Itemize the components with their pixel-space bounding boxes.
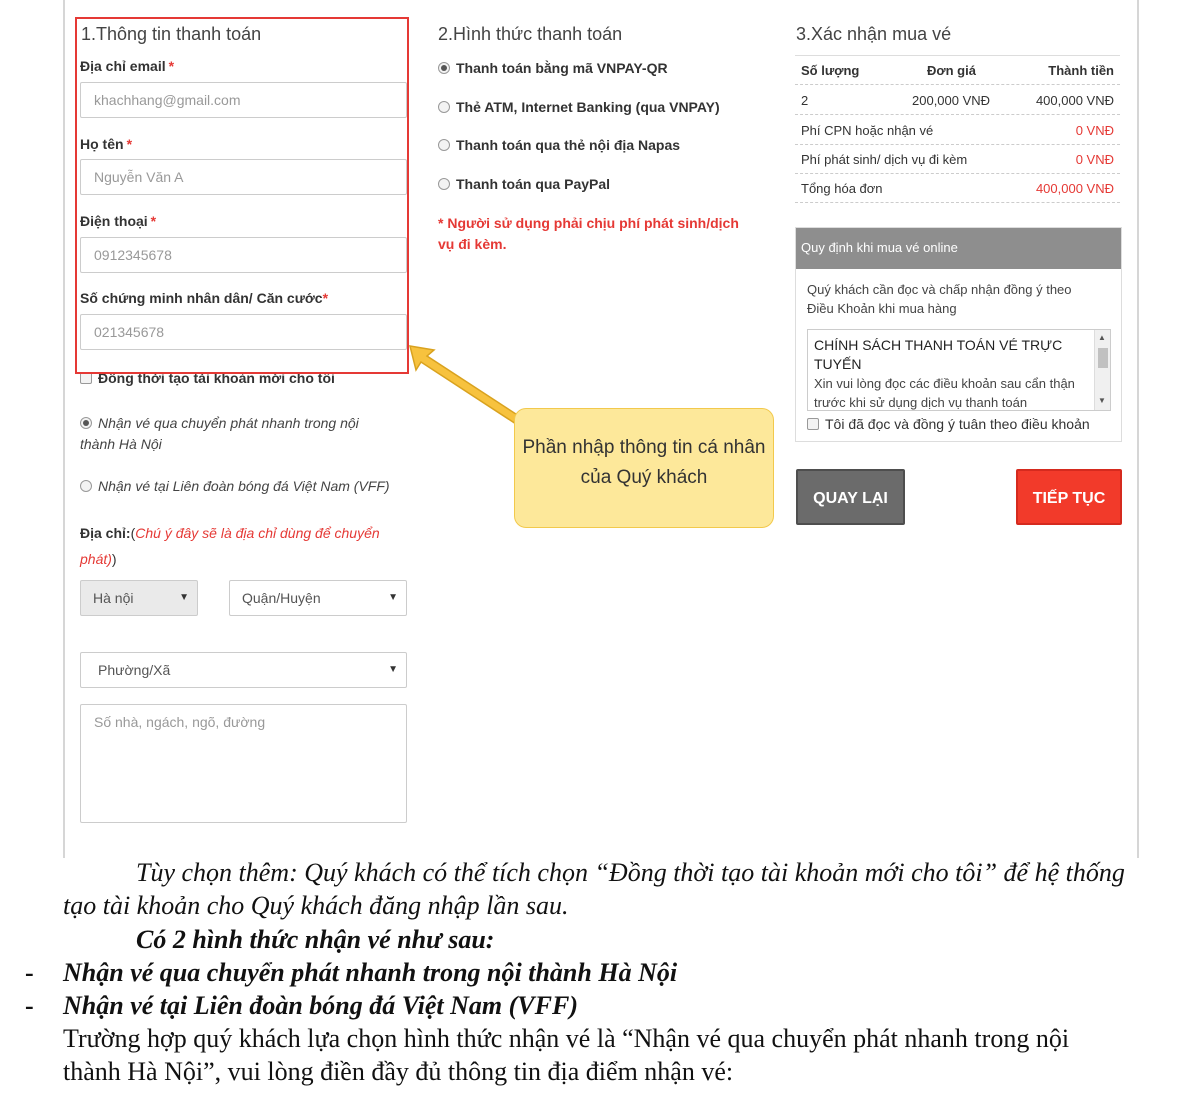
table-row [795, 174, 1120, 203]
payment-fee-note: * Người sử dụng phải chịu phí phát sinh/dịch vụ đi kèm. [438, 215, 739, 252]
rules-panel-title: Quy định khi mua vé online [796, 228, 1121, 269]
doc-paragraph: Tùy chọn thêm: Quý khách có thể tích chọn “Đồng thời tạo tài khoản mới cho tôi” để hệ thống [136, 858, 1125, 887]
email-label: Địa chỉ email * [80, 58, 175, 74]
street-address-textarea[interactable]: Số nhà, ngách, ngõ, đường [80, 704, 407, 823]
doc-bullet: Nhận vé qua chuyển phát nhanh trong nội thành Hà Nội [63, 958, 678, 987]
cpn-fee-value: 0 VNĐ [1075, 123, 1114, 138]
document-text [0, 858, 1200, 1094]
agree-terms-checkbox[interactable]: Tôi đã đọc và đồng ý tuân theo điều khoản [807, 416, 1090, 432]
payment-info-title: 1.Thông tin thanh toán [81, 24, 262, 44]
scrollbar[interactable] [1094, 330, 1110, 410]
create-account-checkbox[interactable]: Đồng thời tạo tài khoản mới cho tôi [80, 370, 335, 386]
name-input[interactable]: Nguyễn Văn A [80, 159, 407, 195]
payment-option-vnpay-qr[interactable]: Thanh toán bằng mã VNPAY-QR [438, 60, 668, 76]
payment-option-napas[interactable]: Thanh toán qua thẻ nội địa Napas [438, 137, 680, 153]
bullet-mark: - [25, 991, 34, 1020]
continue-button[interactable]: TIẾP TỤC [1016, 469, 1122, 525]
ward-select[interactable]: Phường/Xã ▼ [80, 652, 407, 688]
radio-icon [438, 178, 450, 190]
policy-scroll-box[interactable] [807, 329, 1111, 411]
quantity-cell: 2 [801, 93, 809, 108]
scroll-up-icon[interactable]: ▲ [1098, 333, 1106, 342]
phone-label: Điện thoại * [80, 213, 157, 229]
required-mark: * [150, 213, 157, 229]
policy-text: Xin vui lòng đọc các điều khoản sau cẩn thận trước khi sử dụng dịch vụ thanh toán [814, 376, 1075, 410]
left-border [63, 0, 65, 858]
rules-panel [795, 227, 1122, 442]
doc-bullet: Nhận vé tại Liên đoàn bóng đá Việt Nam (VFF) [63, 991, 578, 1020]
unit-price-cell: 200,000 VNĐ [912, 93, 991, 108]
id-number-input[interactable]: 021345678 [80, 314, 407, 350]
policy-title: CHÍNH SÁCH THANH TOÁN VÉ TRỰC TUYẾN [814, 337, 1063, 372]
subtotal-cell: 400,000 VNĐ [1035, 93, 1114, 108]
radio-icon [438, 139, 450, 151]
callout-note: Phần nhập thông tin cá nhân của Quý khách [514, 408, 774, 528]
required-mark: * [322, 290, 329, 306]
delivery-express-radio[interactable]: Nhận vé qua chuyển phát nhanh trong nội thành Hà Nội [80, 415, 359, 452]
column-header: Số lượng [801, 63, 860, 78]
district-select[interactable]: Quận/Huyện ▼ [229, 580, 407, 616]
radio-icon [80, 417, 92, 429]
phone-input[interactable]: 0912345678 [80, 237, 407, 273]
checkbox-icon [807, 418, 819, 430]
radio-icon [438, 101, 450, 113]
table-row [795, 116, 1120, 145]
email-input[interactable]: khachhang@gmail.com [80, 82, 407, 118]
scroll-thumb[interactable] [1098, 348, 1108, 368]
doc-paragraph: tạo tài khoản cho Quý khách đăng nhập lần sau. [63, 891, 569, 920]
back-button[interactable]: QUAY LẠI [796, 469, 905, 525]
total-label: Tổng hóa đơn [801, 181, 883, 196]
personal-info-highlight-box [75, 17, 409, 374]
payment-method-title: 2.Hình thức thanh toán [438, 24, 623, 44]
total-value: 400,000 VNĐ [1035, 181, 1114, 196]
service-fee-value: 0 VNĐ [1075, 152, 1114, 167]
delivery-vff-radio[interactable]: Nhận vé tại Liên đoàn bóng đá Việt Nam (VFF) [80, 478, 390, 494]
confirm-title: 3.Xác nhận mua vé [796, 24, 952, 44]
radio-icon [438, 62, 450, 74]
caret-down-icon: ▼ [388, 592, 398, 603]
payment-option-atm-banking[interactable]: Thẻ ATM, Internet Banking (qua VNPAY) [438, 99, 720, 115]
radio-icon [80, 480, 92, 492]
city-select[interactable]: Hà nội ▼ [80, 580, 198, 616]
doc-paragraph: Trường hợp quý khách lựa chọn hình thức nhận vé là “Nhận vé qua chuyển phát nhanh trong nội [63, 1024, 1070, 1053]
caret-down-icon: ▼ [179, 592, 189, 603]
required-mark: * [168, 58, 175, 74]
cpn-fee-label: Phí CPN hoặc nhận vé [801, 123, 934, 138]
name-label: Họ tên * [80, 136, 133, 152]
doc-paragraph: thành Hà Nội”, vui lòng điền đầy đủ thông tin địa điểm nhận vé: [63, 1057, 734, 1086]
column-header: Đơn giá [927, 63, 976, 78]
callout-arrow [400, 338, 530, 428]
column-header: Thành tiền [1048, 63, 1114, 78]
table-row [795, 145, 1120, 174]
service-fee-label: Phí phát sinh/ dịch vụ đi kèm [801, 152, 968, 167]
address-label: Địa chỉ:(Chú ý đây sẽ là địa chỉ dùng để chuyển phát)) [80, 525, 380, 567]
right-border [1137, 0, 1139, 858]
table-row [795, 86, 1120, 115]
table-header-row [795, 56, 1120, 85]
id-number-label: Số chứng minh nhân dân/ Căn cước* [80, 290, 329, 306]
caret-down-icon: ▼ [388, 664, 398, 675]
doc-heading: Có 2 hình thức nhận vé như sau: [136, 925, 495, 954]
bullet-mark: - [25, 958, 34, 987]
rules-intro: Quý khách cần đọc và chấp nhận đồng ý theo Điều Khoản khi mua hàng [807, 282, 1072, 316]
required-mark: * [126, 136, 133, 152]
scroll-down-icon[interactable]: ▼ [1098, 396, 1106, 405]
payment-option-paypal[interactable]: Thanh toán qua PayPal [438, 176, 610, 192]
